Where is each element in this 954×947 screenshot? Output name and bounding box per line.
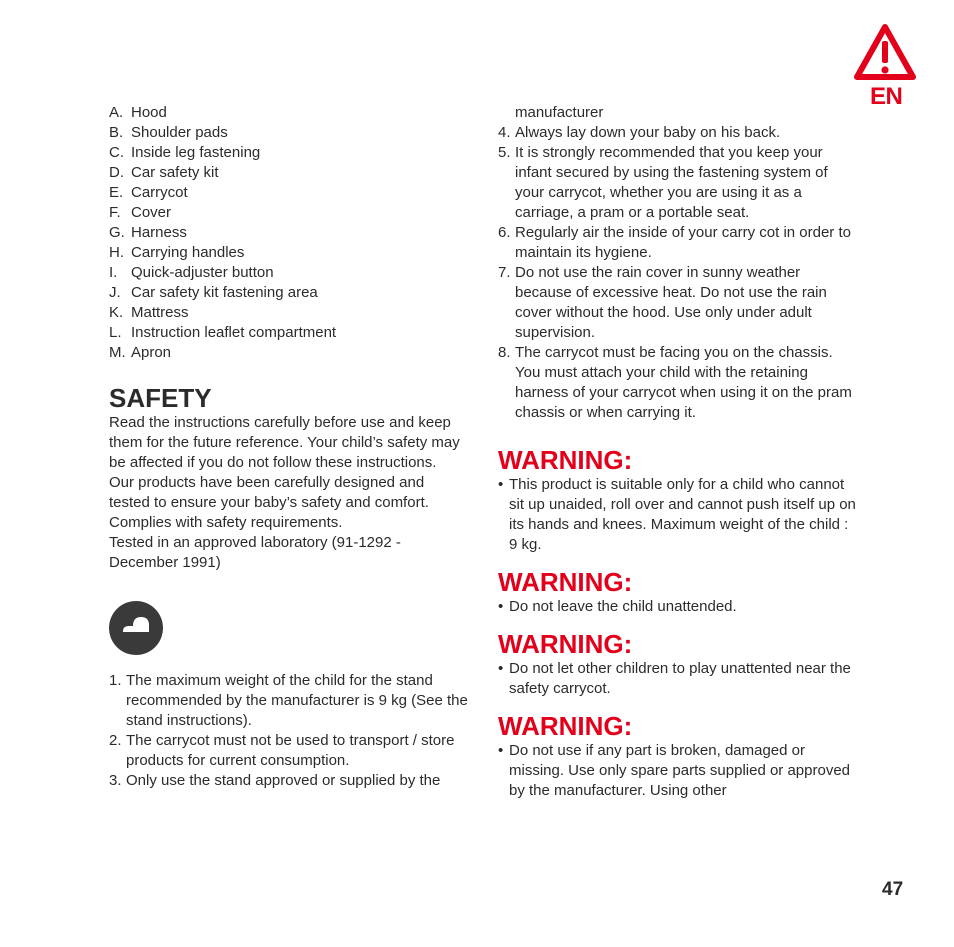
list-item: I. Quick-adjuster button — [109, 264, 274, 281]
safety-compliance: Complies with safety requirements. — [109, 514, 343, 531]
warning-block — [498, 711, 858, 801]
warning-block — [498, 567, 858, 617]
warning-heading: WARNING: — [498, 567, 633, 597]
language-code: EN — [870, 83, 903, 110]
warning-text: • Do not let other children to play unattented near the safety carrycot. — [498, 660, 851, 697]
safety-lab-test: Tested in an approved laboratory (91-1292 - December 1991) — [109, 534, 401, 571]
stand-rules-list — [109, 671, 469, 791]
list-item: 5. It is strongly recommended that you keep your infant secured by using the fastening system of your carrycot, whether you are using it as a carriage, a pram or a portable seat. — [498, 144, 828, 221]
list-item: 7. Do not use the rain cover in sunny weather because of excessive heat. Do not use the rain cover without the hood. Use only under adult supervision. — [498, 264, 827, 341]
list-item: 2. The carrycot must not be used to transport / store products for current consumption. — [109, 732, 455, 769]
warning-heading: WARNING: — [498, 711, 633, 741]
list-item: 1. The maximum weight of the child for the stand recommended by the manufacturer is 9 kg (See the stand instructions). — [109, 672, 468, 729]
warning-block — [498, 629, 858, 699]
right-column — [498, 103, 858, 801]
rule3-continuation: manufacturer — [515, 104, 604, 121]
warning-text: • Do not leave the child unattended. — [498, 598, 737, 615]
warning-block — [498, 445, 858, 555]
page-number: 47 — [882, 879, 904, 900]
safety-intro: Read the instructions carefully before use and keep them for the future reference. Your child’s safety may be affected if you do not follow these instructions. — [109, 414, 460, 471]
list-item: K. Mattress — [109, 304, 189, 321]
warning-text: • Do not use if any part is broken, damaged or missing. Use only spare parts supplied or approved by the manufacturer. Using other — [498, 742, 851, 799]
list-item: 4. Always lay down your baby on his back. — [498, 124, 781, 141]
left-column — [109, 103, 469, 791]
list-item: A. Hood — [109, 104, 167, 121]
list-item: J. Car safety kit fastening area — [109, 284, 318, 301]
list-item: M. Apron — [109, 344, 172, 361]
list-item: 3. Only use the stand approved or supplied by the — [109, 772, 441, 789]
warning-triangle-icon — [852, 22, 918, 84]
warning-text: • This product is suitable only for a child who cannot sit up unaided, roll over and cannot push itself up on its hands and knees. Maximum weight of the child : 9 kg. — [498, 476, 856, 553]
list-item: 8. The carrycot must be facing you on the chassis. You must attach your child with the retaining harness of your carrycot when using it on the pram chassis or when carrying it. — [498, 344, 852, 421]
parts-list — [109, 103, 469, 363]
list-item: G. Harness — [109, 224, 187, 241]
list-item: H. Carrying handles — [109, 244, 245, 261]
warning-heading: WARNING: — [498, 445, 633, 475]
list-item: F. Cover — [109, 204, 172, 221]
list-item: B. Shoulder pads — [109, 124, 228, 141]
list-item: L. Instruction leaflet compartment — [109, 324, 337, 341]
list-item: C. Inside leg fastening — [109, 144, 261, 161]
safety-design-note: Our products have been carefully designed and tested to ensure your baby’s safety and comfort. — [109, 474, 429, 511]
list-item: 6. Regularly air the inside of your carry cot in order to maintain its hygiene. — [498, 224, 851, 261]
warning-heading: WARNING: — [498, 629, 633, 659]
stand-icon — [109, 601, 163, 655]
list-item: E. Carrycot — [109, 184, 188, 201]
stand-rules-list-continued — [498, 123, 858, 423]
list-item: D. Car safety kit — [109, 164, 219, 181]
safety-heading: SAFETY — [109, 383, 212, 413]
